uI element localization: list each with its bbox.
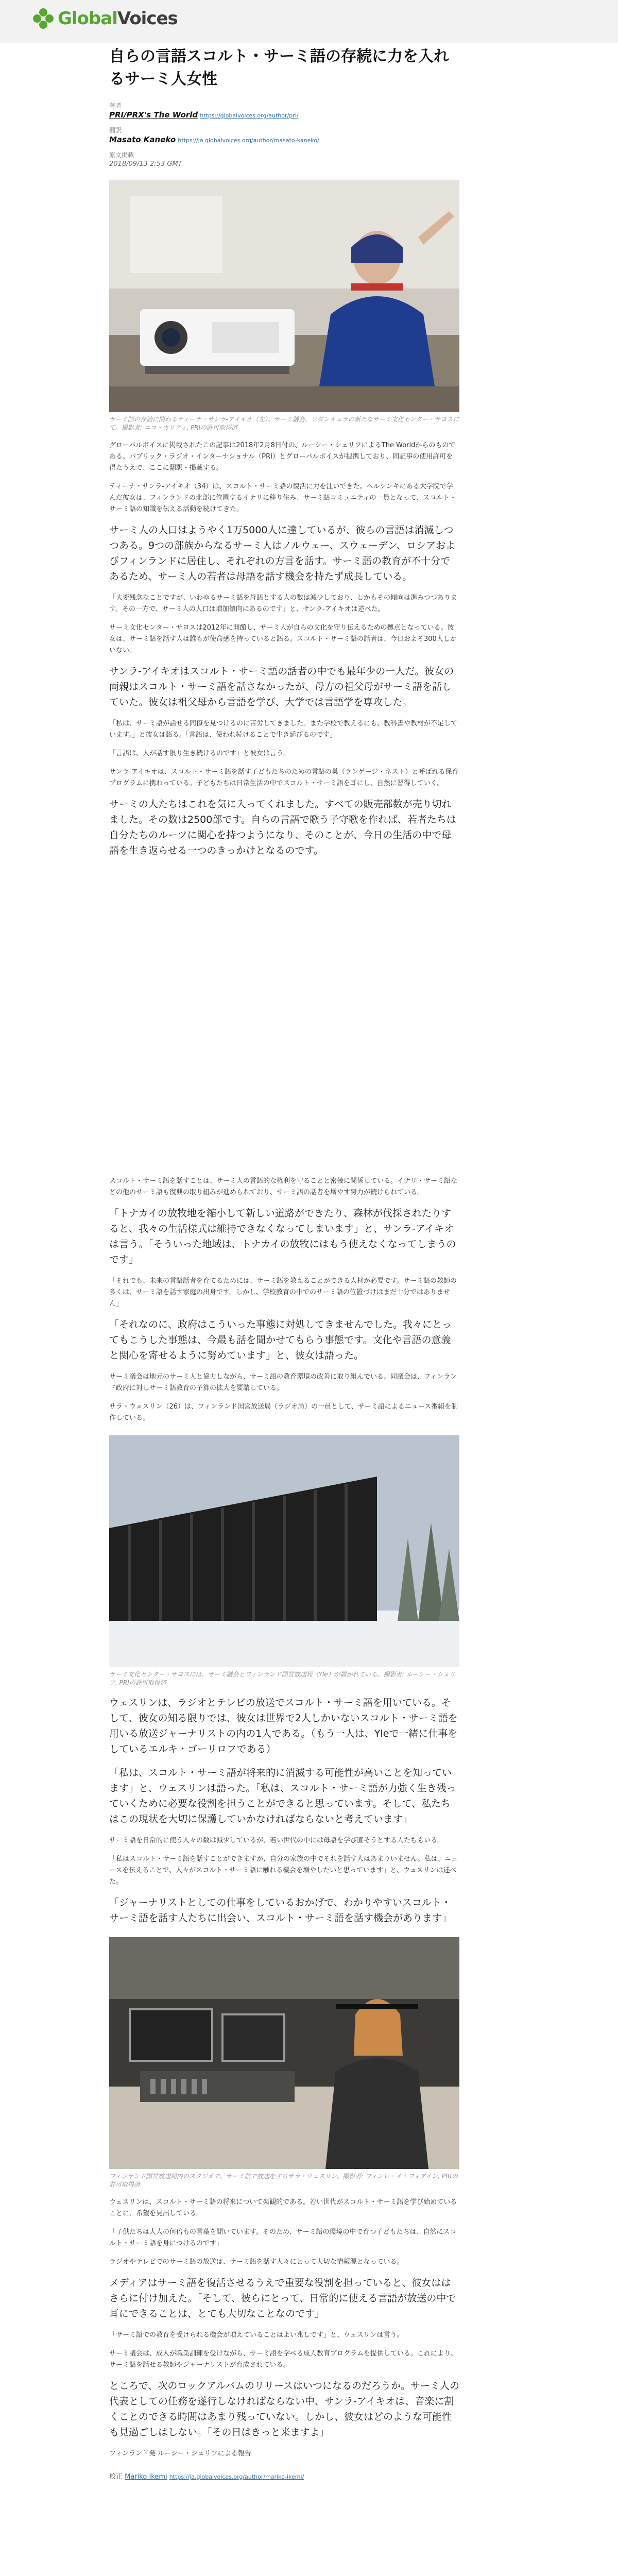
paragraph: サンラ-アイキオは、スコルト・サーミ語を話す子どもたちのための言語の巣（ランゲージ・ネスト）と呼ばれる保育プログラムに携わっている。子どもたちは日常生活の中でスコルト・サーミ語を耳にし、自然に習得していく。 xyxy=(109,768,459,787)
photo-sajos-building xyxy=(109,1435,459,1667)
spacer xyxy=(109,867,459,1176)
photo-speaker-and-projector xyxy=(109,180,459,412)
logo-wordmark: GlobalVoices xyxy=(58,8,178,29)
paragraph: サーミ議会は、成人が職業訓練を受けながら、サーミ語を学べる成人教育プログラムを提供している。これにより、サーミ語を話せる教師やジャーナリストが育成されている。 xyxy=(109,2350,457,2369)
site-logo[interactable] xyxy=(33,8,178,29)
article-date: 原文掲載 2018/09/13 2:53 GMT xyxy=(109,151,182,168)
paragraph: ラジオやテレビでのサーミ語の放送は、サーミ語を話す人々にとって大切な情報源となっている。 xyxy=(109,2258,404,2266)
article-author: 著者 PRI/PRX's The World https://globalvoices.org/author/pri/ xyxy=(109,102,299,120)
paragraph: サーミ議会は地元のサーミ人と協力しながら、サーミ語の教育環境の改善に取り組んでいる。同議会は、フィンランド政府に対しサーミ語教育の予算の拡大を要請している。 xyxy=(109,1373,457,1392)
paragraph: 「それでも、未来の言語話者を育てるためには、サーミ語を教えることができる人材が必要です。サーミ語の教師の多くは、サーミ語を話す家庭の出身です。しかし、学校教育の中でのサーミ語の位置づけはまだ十分ではありません」 xyxy=(109,1277,457,1308)
author-link[interactable]: PRI/PRX's The World xyxy=(109,110,198,120)
paragraph: ウェスリンは、スコルト・サーミ語の将来について楽観的である。若い世代がスコルト・サーミ語を学び始めていることに、希望を見出している。 xyxy=(109,2198,457,2217)
paragraph: サーミ文化センター・サヨスは2012年に開館し、サーミ人が自らの文化を守り伝えるための拠点となっている。彼女は、サーミ語を話す人は誰もが使命感を持っていると語る。スコルト・サーミ語の話者は、今日およそ300人しかいない。 xyxy=(109,624,457,654)
figure3-caption: フィンランド国営放送局内のスタジオで、サーミ語で放送をするサラ・ウェスリン。撮影者: フィンレ・イ・フォアイン, PRIの許可取得済 xyxy=(109,2173,458,2188)
quote-paragraph: 「私はスコルト・サーミ語を話すことができますが、自分の家族の中でそれを話す人はあまりいません。私は、ニュースを伝えることで、人々がスコルト・サーミ語に触れる機会を増やしたいと思っています」と、ウェスリンは述べた。 xyxy=(109,1855,458,1886)
author-url-link[interactable]: https://globalvoices.org/author/pri/ xyxy=(200,112,299,119)
quote-paragraph: 「子供たちは大人の何倍もの言葉を聞いています。そのため、サーミ語の環境の中で育つ子どもたちは、自然にスコルト・サーミ語を身につけるのです」 xyxy=(109,2228,457,2247)
paragraph: サラ・ウェスリン（26）は、フィンランド国営放送局（ラジオ局）の一員として、サーミ語によるニュース番組を制作している。 xyxy=(109,1403,458,1422)
lead-paragraph: サーミ人の人口はようやく1万5000人に達しているが、彼らの言語は消滅しつつある。9つの部族からなるサーミ人はノルウェー、スウェーデン、ロシアおよびフィンランドに居住し、それぞれの方言を話す。サーミ語の教育が不十分であるため、サーミ人の若者は母語を話す機会を持たず成長している。 xyxy=(109,524,456,582)
translator-url-link[interactable]: https://ja.globalvoices.org/author/masato-kaneko/ xyxy=(178,137,319,144)
article xyxy=(109,45,459,2487)
globe-logo-icon xyxy=(33,8,54,29)
lead-paragraph: メディアはサーミ語を復活させるうえで重要な役割を担っていると、彼女ははさらに付け加えた。「そして、彼らにとって、日常的に使える言語が放送の中で耳にできることは、とても大切なことなのです」 xyxy=(109,2277,456,2319)
lead-paragraph: ウェスリンは、ラジオとテレビの放送でスコルト・サーミ語を用いている。そして、彼女の知る限りでは、彼女は世界で2人しかいないスコルト・サーミ語を用いる放送ジャーナリストの内の1人である。（もう一人は、Yleで一緒に仕事をしているエルキ・ゴーリロフである） xyxy=(109,1697,458,1755)
lead-paragraph: 「私は、スコルト・サーミ語が将来的に消滅する可能性が高いことを知っています」と、ウェスリンは語った。「私は、スコルト・サーミ語が力強く生き残っていくために必要な役割を担うことができると思っています。そして、私たちはこの現状を大切に保護していかなければならないと考えています」 xyxy=(109,1767,456,1825)
figure2-caption: サーミ文化センター・サヨスには、サーミ議会とフィンランド国営放送局（Yle）が置かれている。撮影者: ルーシー・シェリフ, PRIの許可取得済 xyxy=(109,1671,455,1686)
quote-paragraph: 「サーミ語での教育を受けられる機会が増えていることはよい兆しです」と、ウェスリンは言う。 xyxy=(109,2331,404,2339)
proofreader-url-link[interactable]: https://ja.globalvoices.org/author/mariko-ikemi/ xyxy=(169,2473,304,2480)
lead-paragraph: 「それなのに、政府はこういった事態に対処してきませんでした。我々にとってもこうした事態は、今最も話を聞かせてもらう事態です。文化や言語の意義と関心を寄せるように努めています」と、彼女は語った。 xyxy=(109,1319,452,1361)
figure-presentation xyxy=(109,180,459,432)
figure1-caption: サーミ語の存続に関わるティーナ・サンラ-アイキオ（左）。サーミ議会、ソダンキュラの新たなサーミ文化センター・サヨスにて。撮影者: ニコ・カリティ, PRIの許可取得済 xyxy=(109,416,459,431)
quote-paragraph: 「大変残念なことですが、いわゆるサーミ語を母語とする人の数は減少しており、しかもその傾向は進みつつあります。その一方で、サーミ人の人口は増加傾向にあるのです」と、サンラ-アイキオは述べた。 xyxy=(109,594,457,613)
translator-link[interactable]: Masato Kaneko xyxy=(109,135,176,144)
paragraph: サーミ語を日常的に使う人々の数は減少しているが、若い世代の中には母語を学び直そうとする人たちもいる。 xyxy=(109,1837,444,1844)
proofreader-link[interactable]: Mariko Ikemi xyxy=(125,2473,167,2481)
paragraph: ティーナ・サンラ-アイキオ（34）は、スコルト・サーミ語の復活に力を注いできた。ヘルシンキにある大学院で学んだ彼女は、フィンランドの北部に位置するイナリに移り住み、サーミ語コミュニティの一員となって、スコルト・サーミ語の知識を伝える活動を続けてきた。 xyxy=(109,483,457,513)
site-header xyxy=(0,0,618,43)
figure-sajos-building xyxy=(109,1435,459,1687)
paragraph: フィンランド発 ルーシー・シェリフによる報告 xyxy=(109,2450,251,2458)
quote-paragraph: 「私は、サーミ語が話せる同僚を見つけるのに苦労してきました。また学校で教えるにも、教科書や教材が不足しています。」と彼女は語る。「言語は、使われ続けることで生き延びるのです」 xyxy=(109,720,458,739)
paragraph: グローバルボイスに掲載されたこの記事は2018年2月8日付の、ルーシー・シェリフによるThe Worldからのものである。パブリック・ラジオ・インターナショナル（PRI）とグローバルボイスが提携しており、同記事の使用許可を得たうえで、ここに翻訳・掲載する。 xyxy=(109,442,456,472)
lead-paragraph: ところで、次のロックアルバムのリリースはいつになるのだろうか。サーミ人の代表としての任務を遂行しなければならない中、サンラ-アイキオは、音楽に割くことのできる時間はあまり残っていない。しかし、彼女はどのような可能性も見過ごしはしない。「その日はきっと来ますよ」 xyxy=(109,2380,460,2438)
paragraph: 「言語は、人が話す限り生き続けるのです」と彼女は言う。 xyxy=(109,750,290,757)
photo-radio-studio xyxy=(109,1937,459,2169)
lead-paragraph: サーミの人たちはこれを気に入ってくれました。すべての販売部数が売り切れました。その数は2500部です。自らの言語で歌う子守歌を作れば、若者たちは自分たちのルーツに関心を持つようになり、そのことが、今日の生活の中で母語を生き返らせる一つのきっかけとなるのです。 xyxy=(109,799,456,856)
lead-paragraph: 「ジャーナリストとしての仕事をしているおかげで、わかりやすいスコルト・サーミ語を話す人たちに出会い、スコルト・サーミ語を話す機会があります」 xyxy=(109,1897,452,1924)
paragraph: スコルト・サーミ語を話すことは、サーミ人の言語的な権利を守ることと密接に関係している。イナリ・サーミ語などの他のサーミ語も復興の取り組みが進められており、サーミ語の話者を増やす努力が続けられている。 xyxy=(109,1177,458,1196)
lead-paragraph: サンラ-アイキオはスコルト・サーミ語の話者の中でも最年少の一人だ。彼女の両親はスコルト・サーミ語を話さなかったが、母方の祖父母がサーミ語を話していた。彼女は祖父母から言語を学び、大学では言語学を専攻した。 xyxy=(109,666,454,708)
article-translator: 翻訳 Masato Kaneko https://ja.globalvoices.org/author/masato-kaneko/ xyxy=(109,127,319,144)
proofreader-credit: 校正 Mariko Ikemi https://ja.globalvoices.org/author/mariko-ikemi/ xyxy=(109,2467,459,2482)
lead-paragraph: 「トナカイの放牧地を縮小して新しい道路ができたり、森林が伐採されたりすると、我々の生活様式は維持できなくなってしまいます」と、サンラ-アイキオは言う。「そういった地域は、トナカイの放牧にはもう使えなくなってしまうのです」 xyxy=(109,1208,456,1265)
figure-studio xyxy=(109,1937,459,2189)
article-title: 自らの言語スコルト・サーミ語の存続に力を入れるサーミ人女性 xyxy=(109,47,449,88)
